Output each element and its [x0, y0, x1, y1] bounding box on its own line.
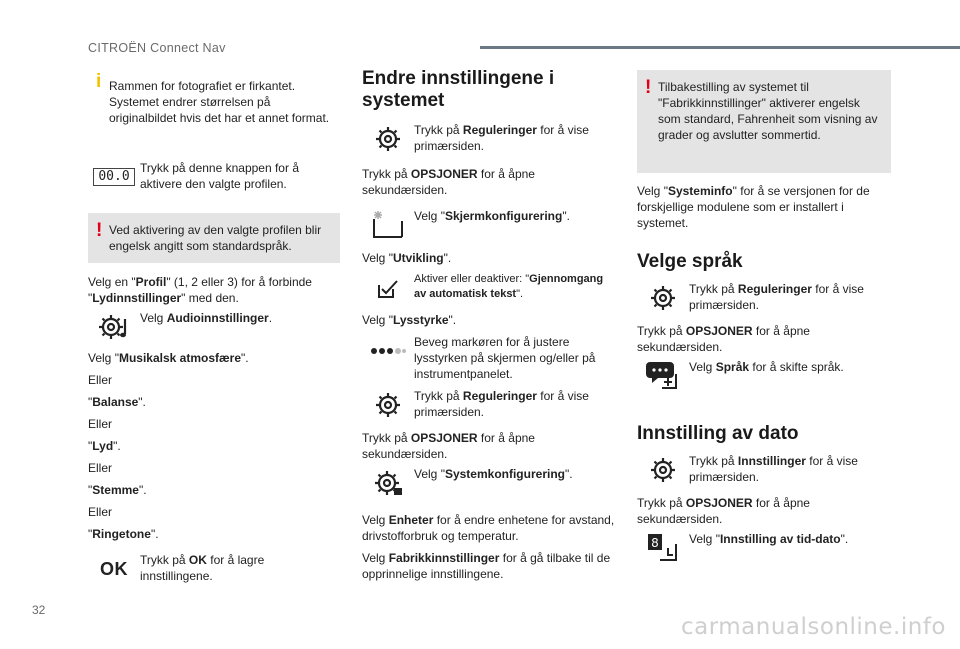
or-text: Eller [88, 417, 113, 431]
lang-step-reguleringer: Trykk på Reguleringer for å vise primærsiden. [637, 281, 891, 315]
ok-button-icon: OK [100, 559, 128, 579]
or-text: Eller [88, 505, 113, 519]
activate-text: Trykk på denne knappen for å aktivere den valgte profilen. [140, 161, 299, 191]
lang-step-opsjoner: Trykk på OPSJONER for å åpne sekundærsiden. [637, 324, 810, 354]
warning-note [88, 213, 340, 263]
step-opsjoner: Trykk på OPSJONER for å åpne sekundærsiden. [362, 167, 535, 197]
audio-text: Velg Audioinnstillinger. [140, 311, 273, 325]
step-utvikling: Velg "Utvikling". [362, 251, 452, 265]
option-ringtone: "Ringetone". [88, 527, 159, 541]
step-reguleringer-2: Trykk på Reguleringer for å vise primærsiden. [362, 388, 616, 422]
column-2 [362, 68, 616, 586]
option-balance: "Balanse". [88, 395, 146, 409]
heading-language: Velge språk [637, 251, 743, 272]
date-step-tid-dato: 8 Velg "Innstilling av tid-dato". [637, 531, 891, 565]
brightness-dots-icon [362, 334, 414, 368]
section-heading: Endre innstillingene i systemet [362, 68, 555, 111]
option-music: Velg "Musikalsk atmosfære". [88, 351, 249, 365]
warning-note-text: Ved aktivering av den valgte profilen blir engelsk angitt som standardspråk. [109, 223, 322, 253]
page-number: 32 [32, 603, 46, 617]
date-step-innstillinger: Trykk på Innstillinger for å vise primærsiden. [637, 453, 891, 487]
warning-note-text: Tilbakestilling av systemet til "Fabrikkinnstillinger" aktiverer engelsk som standard, Fahrenheit som visning av grader og avslutter sommertid. [658, 80, 878, 142]
language-speech-icon [637, 359, 689, 393]
step-opsjoner-2: Trykk på OPSJONER for å åpne sekundærsiden. [362, 431, 535, 461]
document-header: CITROËN Connect Nav [88, 41, 226, 55]
gear-icon [637, 453, 689, 487]
info-note-text: Rammen for fotografiet er firkantet. Systemet endrer størrelsen på originalbildet hvis det har et annet format. [109, 79, 330, 125]
calendar-icon [637, 531, 689, 565]
or-text: Eller [88, 373, 113, 387]
step-reguleringer: Trykk på Reguleringer for å vise primærsiden. [362, 122, 616, 156]
warning-icon: ! [645, 77, 652, 98]
info-icon: i [96, 71, 102, 92]
step-auto-text: Aktiver eller deaktiver: "Gjennomgang av automatisk tekst". [362, 272, 616, 306]
gear-icon [637, 281, 689, 315]
step-system-config: Velg "Systemkonfigurering". [362, 466, 616, 500]
heading-date: Innstilling av dato [637, 423, 799, 444]
ok-step [88, 552, 340, 586]
watermark: carmanualsonline.info [680, 614, 946, 640]
ok-text: Trykk på OK for å lagre innstillingene. [140, 553, 265, 583]
profile-text: Velg en "Profil" (1, 2 eller 3) for å forbinde "Lydinnstillinger" med den. [88, 275, 312, 305]
column-3 [637, 70, 891, 565]
step-lysstyrke: Velg "Lysstyrke". [362, 313, 457, 327]
lang-step-sprak: Velg Språk for å skifte språk. [637, 359, 891, 393]
checkbox-icon [362, 272, 414, 306]
step-enheter: Velg Enheter for å endre enhetene for avstand, drivstofforbruk og temperatur. [362, 513, 615, 543]
option-sound: "Lyd". [88, 439, 121, 453]
warning-icon: ! [96, 220, 103, 241]
gear-icon [362, 388, 414, 422]
audio-options [88, 350, 340, 542]
screen-brightness-icon [362, 208, 414, 242]
date-step-opsjoner: Trykk på OPSJONER for å åpne sekundærsiden. [637, 496, 810, 526]
gear-music-icon [88, 310, 140, 344]
audio-step [88, 310, 340, 344]
column-1 [88, 64, 340, 586]
profile-button-icon: 00.0 [88, 160, 140, 194]
activate-step [88, 160, 340, 194]
step-screen-config: Velg "Skjermkonfigurering". [362, 208, 616, 242]
step-brightness: Beveg markøren for å justere lysstyrken på skjermen og/eller på instrumentpanelet. [362, 334, 616, 382]
warning-note [637, 70, 891, 173]
gear-config-icon [362, 466, 414, 500]
option-voice: "Stemme". [88, 483, 147, 497]
svg-text:8: 8 [651, 536, 659, 550]
gear-icon [362, 122, 414, 156]
info-note [88, 64, 340, 126]
header-bar [480, 46, 960, 49]
systeminfo-text: Velg "Systeminfo" for å se versjonen for de forskjellige modulene som er installert i systemet. [637, 184, 870, 230]
step-fabrikk: Velg Fabrikkinnstillinger for å gå tilbake til de opprinnelige innstillingene. [362, 551, 611, 581]
or-text: Eller [88, 461, 113, 475]
